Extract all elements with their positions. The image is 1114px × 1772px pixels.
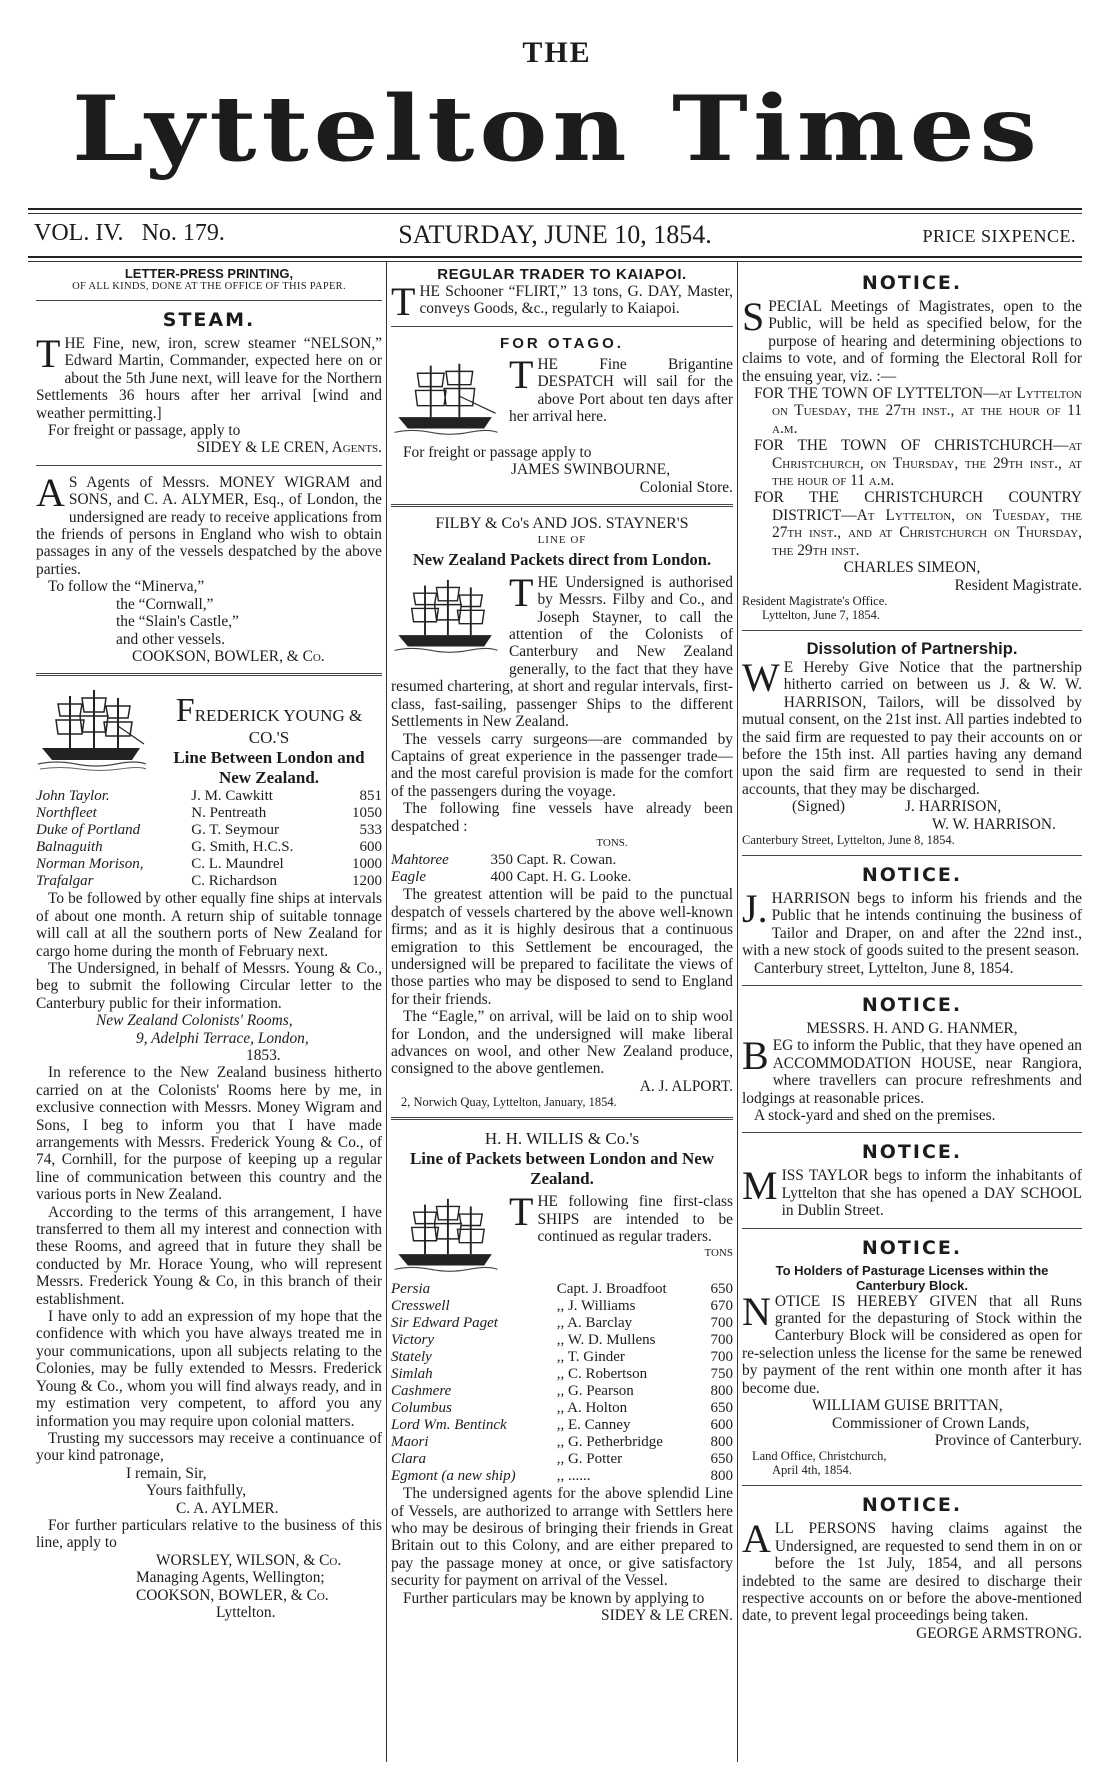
willis-heading-line: Line of Packets between London and New Zealand. <box>409 1149 715 1189</box>
column-rule-1 <box>386 262 387 1762</box>
drop-cap: S <box>742 294 765 339</box>
ship-name: Northfleet <box>36 805 97 822</box>
separator <box>391 1117 733 1120</box>
separator <box>36 465 382 466</box>
otago-freight: For freight or passage apply to <box>403 443 592 461</box>
dissolution-signed: (Signed) J. HARRISON, <box>792 798 1002 816</box>
agents-ship: the “Slain's Castle,” <box>116 613 239 631</box>
willis-heading: H. H. WILLIS & Co.'s <box>484 1129 640 1149</box>
table-row <box>36 805 382 822</box>
drop-cap: A <box>742 1516 771 1562</box>
ship-tons: 1050 <box>352 805 382 822</box>
willis-body: HE following fine first-class SHIPS are intended to be continued as regular traders. <box>537 1193 733 1246</box>
agents-ship: the “Cornwall,” <box>116 595 214 613</box>
hanmer-p2: A stock-yard and shed on the premises. <box>754 1107 996 1125</box>
hanmer-subheading: MESSRS. H. AND G. HANMER, <box>806 1020 1018 1037</box>
filby-block <box>391 574 733 731</box>
table-row <box>391 1468 733 1485</box>
filby-body: HE Undersigned is authorised by Messrs. Filby and Co., and Joseph Stayner, to call the attention of the Colonists of Canterbury and New Zealand generally, to the fact that they have resumed chartering, at short and regular intervals, first-class, fast-sailing, passenger Ships to the different Settlements in New Zealand. <box>391 573 733 731</box>
young-p3: In reference to the New Zealand business hitherto carried on at the Colonists' Rooms here by me, in exclusive connection with Messrs. Money Wigram and Sons, I beg to inform you that I have made arrangements with Messrs. Frederick Young & Co., of 74, Cornhill, for the purpose of keeping up a regular line of communication between this country and the various ports in New Zealand. <box>36 1064 382 1204</box>
ship-name: John Taylor. <box>36 788 110 805</box>
sailing-ship-icon <box>391 358 501 440</box>
table-row <box>391 1434 733 1451</box>
ship-name: Columbus <box>391 1400 452 1417</box>
separator <box>742 1485 1082 1486</box>
ship-captain: ,, A. Holton <box>556 1400 628 1417</box>
table-row <box>36 822 382 839</box>
agents-follow: To follow the “Minerva,” <box>48 578 205 596</box>
young-close: I remain, Sir, <box>126 1464 207 1482</box>
table-row <box>391 1349 733 1366</box>
willis-tons-label: TONS <box>704 1247 733 1260</box>
dissolution-signature: J. HARRISON, <box>905 798 1002 816</box>
young-p2: The Undersigned, in behalf of Messrs. Young & Co., beg to submit the following Circular letter to the Canterbury public for their information. <box>36 959 382 1012</box>
harrison-address: Canterbury street, Lyttelton, June 8, 1854. <box>754 959 1014 977</box>
filby-heading-packets: New Zealand Packets direct from London. <box>412 549 712 569</box>
magistrates-signature: Resident Magistrate. <box>954 576 1082 594</box>
filby-p3: The following fine vessels have already been despatched : <box>391 800 733 835</box>
kaiapoi-body: HE Schooner “FLIRT,” 13 tons, G. DAY, Master, conveys Goods, &c., regularly to Kaiapoi. <box>419 283 733 318</box>
table-row <box>391 869 733 886</box>
ship-tons: 700 <box>710 1315 733 1332</box>
ship-captain: ,, G. Potter <box>556 1451 623 1468</box>
willis-p2: The undersigned agents for the above splendid Line of Vessels, are authorized to arrange with Settlers here who may be desirous of bringing their friends in Great Britain out to this Colony, and are either prepared to pay the passage money at once, or give satisfactory security for payment on arrival of the Vessel. <box>391 1485 733 1590</box>
ship-master: C. L. Maundrel <box>191 856 284 873</box>
table-row <box>391 1298 733 1315</box>
ship-tons: 800 <box>710 1434 733 1451</box>
dissolution-heading: Dissolution of Partnership. <box>806 639 1018 658</box>
kaiapoi-heading: REGULAR TRADER TO KAIAPOI. <box>437 266 687 283</box>
ship-name: Cashmere <box>391 1383 452 1400</box>
table-row <box>391 1315 733 1332</box>
sailing-ship-icon <box>391 576 501 658</box>
notice-heading: NOTICE. <box>861 1141 963 1164</box>
drop-cap: B <box>742 1033 769 1079</box>
dateline-rule-thin <box>28 261 1082 262</box>
ship-tons: 750 <box>710 1366 733 1383</box>
table-row <box>391 852 733 869</box>
magistrates-body: PECIAL Meetings of Magistrates, open to the Public, will be held as specified below, for the purpose of hearing and determining objections to claims to vote, and of forming the Electoral Roll for the ensuing year, viz. :— <box>742 298 1082 385</box>
filby-p4: The greatest attention will be paid to the punctual despatch of vessels chartered by the above well-known firms; and as it is highly desirous that a continuous emigration to this Settlement be encouraged, the undersigned will be prepared to facilitate the views of those parties who may be disposed to send to England for their friends. <box>391 886 733 1008</box>
ship-name: Mahtoree <box>391 852 449 869</box>
drop-cap: J. <box>742 885 768 931</box>
separator <box>391 326 733 327</box>
drop-cap: T <box>391 279 416 324</box>
pasturage-signature: WILLIAM GUISE BRITTAN, <box>812 1397 1003 1415</box>
sailing-ship-icon <box>36 686 148 772</box>
column-2 <box>391 266 733 1762</box>
pasturage-subheading: To Holders of Pasturage Licenses within the Canterbury Block. <box>775 1262 1049 1293</box>
ship-captain: ,, J. Williams <box>556 1298 636 1315</box>
willis-ships-table <box>391 1281 733 1485</box>
table-row <box>36 873 382 890</box>
steam-heading: STEAM. <box>162 309 256 331</box>
magistrates-office: Resident Magistrate's Office. <box>742 593 888 608</box>
drop-cap: T <box>509 573 534 615</box>
ship-name: Maori <box>391 1434 429 1451</box>
notice-heading: NOTICE. <box>861 994 963 1016</box>
pasturage-date: April 4th, 1854. <box>772 1463 852 1478</box>
young-p4: According to the terms of this arrangement, I have transferred to them all my interest and connection with these Rooms, and agreed that in future they shall be conducted by Mr. Horace Young, who will represent Messrs. Frederick Young & Co, in this branch of their establishment. <box>36 1203 382 1308</box>
separator <box>36 673 382 676</box>
ship-captain: ,, E. Canney <box>556 1417 631 1434</box>
separator <box>391 504 733 507</box>
ship-detail: 350 Capt. R. Cowan. <box>490 852 617 869</box>
ship-name: Persia <box>391 1281 431 1298</box>
dateline-rule <box>28 256 1082 258</box>
young-line: Line Between London and New Zealand. <box>173 748 365 788</box>
ship-master: G. T. Seymour <box>191 822 280 839</box>
harrison-body: HARRISON begs to inform his friends and the Public that he intends continuing the business of Tailor and Draper, on and after the 22nd inst., with a new stock of goods suited to the present season. <box>742 889 1082 960</box>
ship-tons: 600 <box>710 1417 733 1434</box>
ship-tons: 670 <box>710 1298 733 1315</box>
otago-body: HE Fine Brigantine DESPATCH will sail for the above Port about ten days after her arrival here. <box>509 355 733 426</box>
filby-signature: A. J. ALPORT. <box>639 1077 733 1095</box>
ship-tons: 700 <box>710 1349 733 1366</box>
magistrates-item: FOR THE CHRISTCHURCH COUNTRY DISTRICT—At Lyttelton, on Tuesday, the 27th inst., and at Christchurch on Thursday, the 29th inst. <box>754 489 1082 559</box>
drop-cap: T <box>509 1193 534 1235</box>
young-addr3: 1853. <box>246 1046 281 1064</box>
masthead-rule-top-thin <box>28 213 1082 214</box>
ship-tons: 800 <box>710 1383 733 1400</box>
drop-cap: T <box>509 355 534 397</box>
table-row <box>36 788 382 805</box>
ship-name: Duke of Portland <box>36 822 141 839</box>
ship-captain: ,, T. Ginder <box>556 1349 625 1366</box>
separator <box>742 985 1082 986</box>
issue-date: SATURDAY, JUNE 10, 1854. <box>398 220 712 249</box>
separator <box>742 855 1082 856</box>
young-title: REDERICK YOUNG & CO.'S <box>194 706 363 748</box>
separator <box>742 1228 1082 1229</box>
willis-signature: SIDEY & LE CREN. <box>601 1607 733 1625</box>
otago-signature: Colonial Store. <box>639 478 733 496</box>
filby-heading: FILBY & Co's AND JOS. STAYNER'S <box>435 515 689 533</box>
dissolution-signature: W. W. HARRISON. <box>932 815 1056 833</box>
ship-tons: 700 <box>710 1332 733 1349</box>
otago-heading: FOR OTAGO. <box>500 334 624 352</box>
table-row <box>391 1281 733 1298</box>
notice-heading: NOTICE. <box>861 1236 963 1259</box>
pasturage-signature: Province of Canterbury. <box>934 1431 1082 1449</box>
separator <box>742 1132 1082 1133</box>
ship-detail: 400 Capt. H. G. Looke. <box>490 869 632 886</box>
ship-name: Lord Wm. Bentinck <box>391 1417 507 1434</box>
ship-captain: ,, W. D. Mullens <box>556 1332 656 1349</box>
dissolution-body: E Hereby Give Notice that the partnership hitherto carried on between us J. & W. W. HARRISON, Tailors, will be dissolved by mutual consent, on the 21st inst. All parties indebted to the said firm are requested to pay their accounts on or before the 15th inst. All parties having any demand upon the said firm are requested to send in their accounts, that they may be discharged. <box>742 658 1082 798</box>
ship-name: Stately <box>391 1349 432 1366</box>
masthead-the: THE <box>522 36 592 69</box>
price: PRICE SIXPENCE. <box>922 226 1076 246</box>
ship-master: C. Richardson <box>191 873 278 890</box>
filby-p5: The “Eagle,” on arrival, will be laid on to ship wool for London, and the undersigned will make liberal advances on wool, and other New Zealand produce, consigned to the above gentlemen. <box>391 1008 733 1078</box>
magistrates-date: Lyttelton, June 7, 1854. <box>762 607 881 622</box>
armstrong-signature: GEORGE ARMSTRONG. <box>916 1624 1082 1642</box>
agents-signature: COOKSON, BOWLER, & Co. <box>132 647 325 665</box>
ship-name: Egmont (a new ship) <box>391 1468 516 1485</box>
willis-block <box>391 1193 733 1281</box>
filby-address: 2, Norwich Quay, Lyttelton, January, 1854. <box>401 1095 617 1110</box>
ship-master: N. Pentreath <box>191 805 267 822</box>
drop-cap: T <box>36 331 61 376</box>
drop-cap: M <box>742 1163 778 1209</box>
notice-heading: NOTICE. <box>861 272 963 294</box>
drop-cap: W <box>742 654 780 700</box>
separator <box>36 300 382 301</box>
otago-block <box>391 356 733 444</box>
table-row <box>391 1383 733 1400</box>
armstrong-body: LL PERSONS having claims against the Undersigned, are requested to send them in on or before the 1st July, 1854, and all persons indebted to the same are desired to discharge their respective accounts on or before the above-mentioned date, to prevent legal proceedings being taken. <box>742 1520 1082 1625</box>
ship-tons: 851 <box>359 788 382 805</box>
otago-signature: JAMES SWINBOURNE, <box>511 461 671 479</box>
table-row <box>391 1366 733 1383</box>
pasturage-signature: Commissioner of Crown Lands, <box>832 1414 1030 1432</box>
young-addr2: 9, Adelphi Terrace, London, <box>136 1029 309 1047</box>
ship-name: Norman Morison, <box>36 856 144 873</box>
ship-name: Simlah <box>391 1366 433 1383</box>
magistrates-item: FOR THE TOWN OF LYTTELTON—at Lyttelton on Tuesday, the 27th inst., at the hour of 11 a.m. <box>754 385 1082 437</box>
table-row <box>36 839 382 856</box>
column-1 <box>36 266 382 1762</box>
masthead-title: Lyttelton Times <box>72 76 1042 183</box>
printing-subtitle: OF ALL KINDS, DONE AT THE OFFICE OF THIS PAPER. <box>72 281 346 292</box>
filby-tons-label: TONS. <box>596 836 628 849</box>
dateline <box>28 220 1082 254</box>
printing-title: LETTER-PRESS PRINTING, <box>124 266 294 281</box>
column-rule-2 <box>737 262 738 1762</box>
notice-heading: NOTICE. <box>861 1494 963 1517</box>
ship-name: Clara <box>391 1451 427 1468</box>
ship-captain: ,, G. Petherbridge <box>556 1434 663 1451</box>
young-header <box>36 684 382 788</box>
magistrates-item: FOR THE TOWN OF CHRISTCHURCH—at Christchurch, on Thursday, the 29th inst., at the hour of 11 a.m. <box>754 437 1082 490</box>
ship-captain: Capt. J. Broadfoot <box>556 1281 667 1298</box>
taylor-body: ISS TAYLOR begs to inform the inhabitants of Lyttelton that she has opened a DAY SCHOOL in Dublin Street. <box>781 1167 1082 1220</box>
ship-name: Victory <box>391 1332 435 1349</box>
agents-ship: and other vessels. <box>116 630 225 648</box>
sailing-ship-icon <box>391 1195 501 1277</box>
filby-p2: The vessels carry surgeons—are commanded by Captains of great experience in the passenger trade—and the most careful provision is made for the comfort of the passengers during the voyage. <box>391 730 733 800</box>
ship-master: G. Smith, H.C.S. <box>191 839 294 856</box>
steam-freight: For freight or passage, apply to <box>48 422 241 440</box>
filby-heading-line: LINE OF <box>537 534 587 547</box>
ship-master: J. M. Cawkitt <box>191 788 273 805</box>
steam-agents: SIDEY & LE CREN, Agents. <box>196 439 382 457</box>
ship-name: Trafalgar <box>36 873 94 890</box>
young-p1: To be followed by other equally fine ships at intervals of about one month. A return ship of suitable tonnage will call at all the southern ports of New Zealand for cargo home during the month of February next. <box>36 890 382 960</box>
young-close: Yours faithfully, <box>146 1482 247 1500</box>
hanmer-body: EG to inform the Public, that they have opened an ACCOMMODATION HOUSE, near Rangiora, where travellers can procure refreshments and lodgings at reasonable prices. <box>742 1037 1082 1107</box>
separator <box>742 630 1082 631</box>
ship-tons: 533 <box>359 822 382 839</box>
drop-cap: F <box>175 692 195 730</box>
pasturage-body: OTICE IS HEREBY GIVEN that all Runs granted for the depasturing of Stock within the Canterbury Block will be considered as open for re-selection unless the license for the same be renewed by payment of the rent within one month after it has become due. <box>742 1292 1082 1397</box>
ship-name: Balnaguith <box>36 839 103 856</box>
young-apply: Managing Agents, Wellington; <box>136 1569 325 1587</box>
notice-heading: NOTICE. <box>861 863 963 886</box>
table-row <box>391 1417 733 1434</box>
ship-tons: 1200 <box>352 873 382 890</box>
column-3 <box>742 266 1082 1762</box>
ship-tons: 650 <box>710 1451 733 1468</box>
agents-body: S Agents of Messrs. MONEY WIGRAM and SONS, and C. A. ALYMER, Esq., of London, the undersigned are ready to receive applications from the friends of persons in England who wish to obtain passages in any of the vessels despatched by the above parties. <box>36 473 382 578</box>
ship-captain: ,, G. Pearson <box>556 1383 634 1400</box>
young-close: C. A. AYLMER. <box>176 1499 279 1517</box>
drop-cap: N <box>742 1288 771 1334</box>
dissolution-address: Canterbury Street, Lyttelton, June 8, 1854. <box>742 832 955 847</box>
ship-name: Sir Edward Paget <box>391 1315 498 1332</box>
table-row <box>391 1332 733 1349</box>
ship-captain: ,, A. Barclay <box>556 1315 633 1332</box>
young-p7: For further particulars relative to the business of this line, apply to <box>36 1516 382 1552</box>
filby-ships-table <box>391 852 733 886</box>
magistrates-signature: CHARLES SIMEON, <box>843 559 981 577</box>
ship-tons: 600 <box>359 839 382 856</box>
ship-tons: 650 <box>710 1400 733 1417</box>
ship-captain: ,, ...... <box>556 1468 591 1485</box>
volume-number: VOL. IV. No. 179. <box>34 220 225 246</box>
young-ships-table <box>36 788 382 890</box>
pasturage-office: Land Office, Christchurch, <box>752 1449 887 1464</box>
drop-cap: A <box>36 469 65 515</box>
steam-body: HE Fine, new, iron, screw steamer “NELSON,” Edward Martin, Commander, expected here on or about the 5th June next, will leave for the Northern Settlements 36 hours after her arrival [wind and weather permitting.] <box>36 335 382 422</box>
willis-p3: Further particulars may be known by applying to <box>403 1589 705 1607</box>
table-row <box>391 1400 733 1417</box>
young-p6: Trusting my successors may receive a continuance of your kind patronage, <box>36 1429 382 1465</box>
table-row <box>391 1451 733 1468</box>
ship-name: Cresswell <box>391 1298 450 1315</box>
young-apply: WORSLEY, WILSON, & Co. <box>156 1551 342 1569</box>
ship-name: Eagle <box>391 869 426 886</box>
young-addr1: New Zealand Colonists' Rooms, <box>96 1012 293 1030</box>
ship-tons: 800 <box>710 1468 733 1485</box>
young-apply: COOKSON, BOWLER, & Co. <box>136 1586 329 1604</box>
ship-captain: ,, C. Robertson <box>556 1366 648 1383</box>
table-row <box>36 856 382 873</box>
ship-tons: 1000 <box>352 856 382 873</box>
ship-tons: 650 <box>710 1281 733 1298</box>
young-p5: I have only to add an expression of my hope that the confidence with which you have always treated me in your communications, upon all subjects relating to the Colonies, may be fully extended to Messrs. Frederick Young & Co., whom you will find always ready, and in my estimation very competent, to afford you any information you may require upon colonial matters. <box>36 1308 382 1430</box>
young-apply: Lyttelton. <box>216 1603 276 1621</box>
masthead-rule-top <box>28 208 1082 210</box>
